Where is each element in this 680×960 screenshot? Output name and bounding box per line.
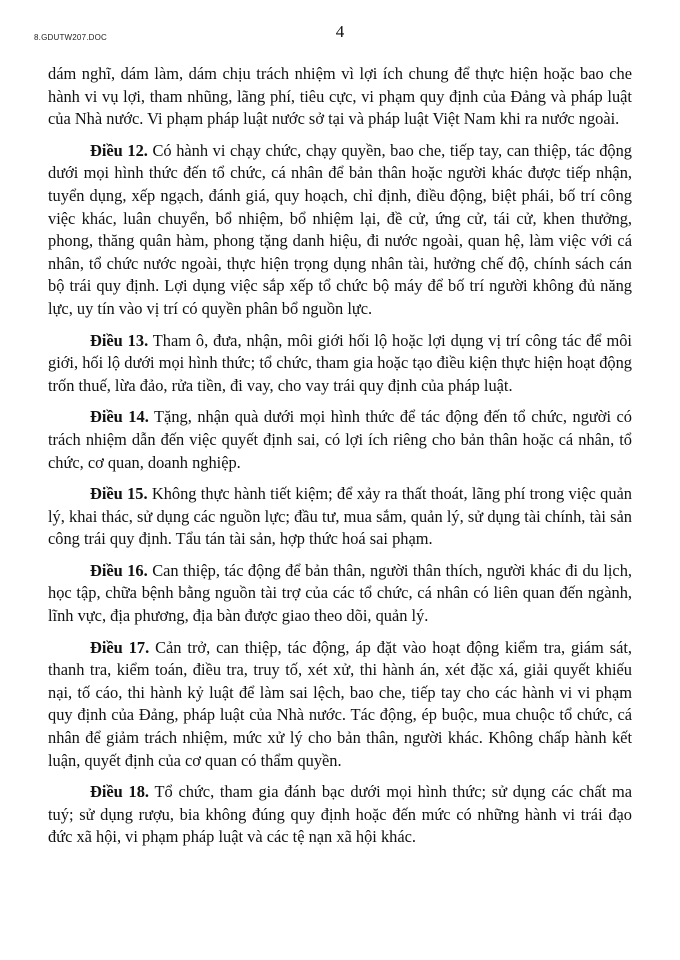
article-label: Điều 17. [90, 637, 150, 657]
article-label: Điều 18. [90, 782, 150, 802]
article-label: Điều 15. [90, 484, 148, 504]
article-16 [48, 560, 632, 628]
article-label: Điều 12. [90, 140, 148, 160]
article-label: Điều 16. [90, 560, 148, 580]
document-body [48, 63, 632, 858]
article-13 [48, 330, 632, 398]
article-17 [48, 637, 632, 773]
page-number: 4 [335, 22, 345, 41]
article-15 [48, 483, 632, 551]
article-text: Can thiệp, tác động để bản thân, người thân thích, người khác đi du lịch, học tập, chữa bệnh bằng nguồn tài trợ của các tổ chức, cá nhân có liên quan đến ngành, lĩnh vực, địa phương, địa bàn được giao theo dõi, quản lý. [48, 560, 632, 626]
article-text: Cản trở, can thiệp, tác động, áp đặt vào hoạt động kiểm tra, giám sát, thanh tra, kiểm toán, điều tra, truy tố, xét xử, thi hành án, xét đặc xá, giải quyết khiếu nại, tố cáo, thi hành kỷ luật để làm sai lệch, bao che, tiếp tay cho các hành vi vi phạm quy định của Đảng, pháp luật của Nhà nước. Tác động, ép buộc, mua chuộc tổ chức, cá nhân để giảm trách nhiệm, mức xử lý cho bản thân, người khác. Không chấp hành kết luận, quyết định của cơ quan có thẩm quyền. [48, 637, 633, 770]
file-code: 8.GDUTW207.DOC [34, 33, 108, 42]
article-text: Có hành vi chạy chức, chạy quyền, bao che, tiếp tay, can thiệp, tác động dưới mọi hình thức đến tổ chức, cá nhân để bản thân hoặc người khác được tiếp nhận, tuyển dụng, xếp ngạch, đánh giá, quy hoạch, chỉ định, điều động, biệt phái, bố trí công việc khác, luân chuyển, bổ nhiệm, bổ nhiệm lại, đề cử, ứng cử, tái cử, khen thưởng, phong, thăng quân hàm, phong tặng danh hiệu, đi nước ngoài, quan hệ, làm việc với cá nhân, tổ chức nước ngoài, thực hiện trọng dụng nhân tài, hưởng chế độ, chính sách cán bộ trái quy định. Lợi dụng việc sắp xếp tổ chức bộ máy để bố trí người không đủ năng lực, uy tín vào vị trí có quyền phân bổ nguồn lực. [48, 140, 632, 318]
article-label: Điều 14. [90, 407, 149, 427]
article-14 [48, 406, 632, 474]
paragraph-continuation [48, 63, 632, 131]
article-12 [48, 140, 632, 321]
article-text: Tặng, nhận quà dưới mọi hình thức để tác động đến tổ chức, người có trách nhiệm dẫn đến việc quyết định sai, có lợi ích riêng cho bản thân hoặc cá nhân, tổ chức, cơ quan, doanh nghiệp. [48, 407, 632, 472]
article-text: Không thực hành tiết kiệm; để xảy ra thất thoát, lãng phí trong việc quản lý, khai thác, sử dụng các nguồn lực; đầu tư, mua sắm, quản lý, sử dụng tài chính, tài sản công trái quy định. Tẩu tán tài sản, hợp thức hoá sai phạm. [48, 484, 632, 549]
article-text: Tổ chức, tham gia đánh bạc dưới mọi hình thức; sử dụng các chất ma tuý; sử dụng rượu, bia không đúng quy định hoặc đến mức có những hành vi trái đạo đức xã hội, vi phạm pháp luật và các tệ nạn xã hội khác. [48, 782, 632, 847]
article-label: Điều 13. [90, 330, 149, 350]
paragraph-text: dám nghĩ, dám làm, dám chịu trách nhiệm vì lợi ích chung để thực hiện hoặc bao che hành vi vụ lợi, tham nhũng, lãng phí, tiêu cực, vi phạm quy định của Đảng và pháp luật của Nhà nước. Vi phạm pháp luật nước sở tại và pháp luật Việt Nam khi ra nước ngoài. [48, 64, 632, 129]
article-text: Tham ô, đưa, nhận, môi giới hối lộ hoặc lợi dụng vị trí công tác để môi giới, hối lộ dưới mọi hình thức; tổ chức, tham gia hoặc tạo điều kiện thực hiện hoạt động trốn thuế, lừa đảo, rửa tiền, đi vay, cho vay trái quy định của pháp luật. [48, 330, 632, 395]
article-18 [48, 781, 632, 849]
